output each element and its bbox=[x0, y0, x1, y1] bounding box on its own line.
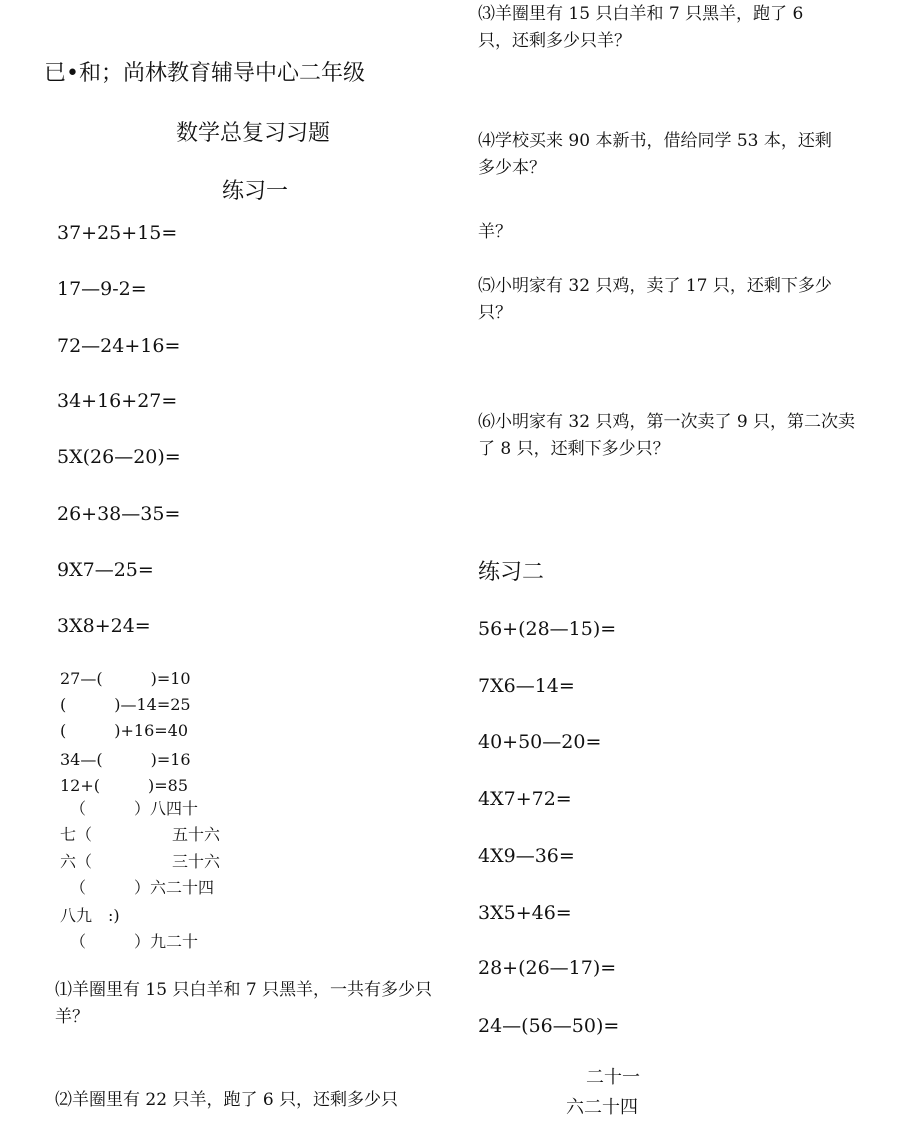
header-line: 已•和；尚林教育辅导中心二年级 bbox=[44, 61, 365, 86]
equation: 56+(28—15)= bbox=[478, 618, 617, 640]
equation: 5X(26—20)= bbox=[57, 446, 181, 468]
equation: 4X7+72= bbox=[478, 788, 572, 810]
equation: 4X9—36= bbox=[478, 845, 575, 867]
equation: 9X7—25= bbox=[57, 559, 154, 581]
chant-item: 七（ 五十六 bbox=[60, 825, 221, 844]
equation: 40+50—20= bbox=[478, 731, 602, 753]
fill-blank-item: 12+( )=85 bbox=[60, 776, 189, 795]
equation: 3X5+46= bbox=[478, 902, 572, 924]
chant-item: （ ）九二十 bbox=[70, 932, 199, 951]
chant-item: 六（ 三十六 bbox=[60, 852, 221, 871]
word-problem-4: ⑷学校买来 90 本新书，借给同学 53 本，还剩多少本？ bbox=[478, 131, 832, 178]
chant-item: （ ）八四十 bbox=[70, 799, 199, 818]
page-title: 数学总复习习题 bbox=[176, 121, 331, 146]
section-title-exercise2: 练习二 bbox=[478, 560, 545, 585]
equation: 72—24+16= bbox=[57, 335, 181, 357]
fill-blank-item: 27—( )=10 bbox=[60, 669, 191, 688]
equation: 37+25+15= bbox=[57, 222, 178, 244]
word-problem-3: ⑶羊圈里有 15 只白羊和 7 只黑羊，跑了 6 只，还剩多少只羊？ bbox=[478, 4, 804, 51]
equation: 26+38—35= bbox=[57, 503, 181, 525]
fill-blank-item: ( )+16=40 bbox=[60, 721, 189, 740]
chant-fragment: 六二十四 bbox=[566, 1097, 638, 1118]
chant-item: （ ）六二十四 bbox=[70, 878, 215, 897]
equation: 3X8+24= bbox=[57, 615, 151, 637]
equation: 34+16+27= bbox=[57, 390, 178, 412]
chant-item: 八九 :) bbox=[60, 906, 120, 925]
word-problem-2-continued: 羊？ bbox=[478, 222, 512, 242]
equation: 17—9-2= bbox=[57, 278, 147, 300]
fill-blank-item: 34—( )=16 bbox=[60, 750, 191, 769]
word-problem-6: ⑹小明家有 32 只鸡，第一次卖了 9 只，第二次卖了 8 只，还剩下多少只？ bbox=[478, 412, 856, 459]
word-problem-2: ⑵羊圈里有 22 只羊，跑了 6 只，还剩多少只 bbox=[55, 1090, 399, 1110]
chant-fragment: 二十一 bbox=[586, 1067, 640, 1088]
word-problem-5: ⑸小明家有 32 只鸡，卖了 17 只，还剩下多少只？ bbox=[478, 276, 832, 323]
equation: 24—(56—50)= bbox=[478, 1015, 620, 1037]
equation: 28+(26—17)= bbox=[478, 957, 617, 979]
equation: 7X6—14= bbox=[478, 675, 575, 697]
section-title-exercise1: 练习一 bbox=[222, 179, 289, 204]
word-problem-1: ⑴羊圈里有 15 只白羊和 7 只黑羊，一共有多少只羊？ bbox=[55, 980, 433, 1027]
fill-blank-item: ( )—14=25 bbox=[60, 695, 191, 714]
